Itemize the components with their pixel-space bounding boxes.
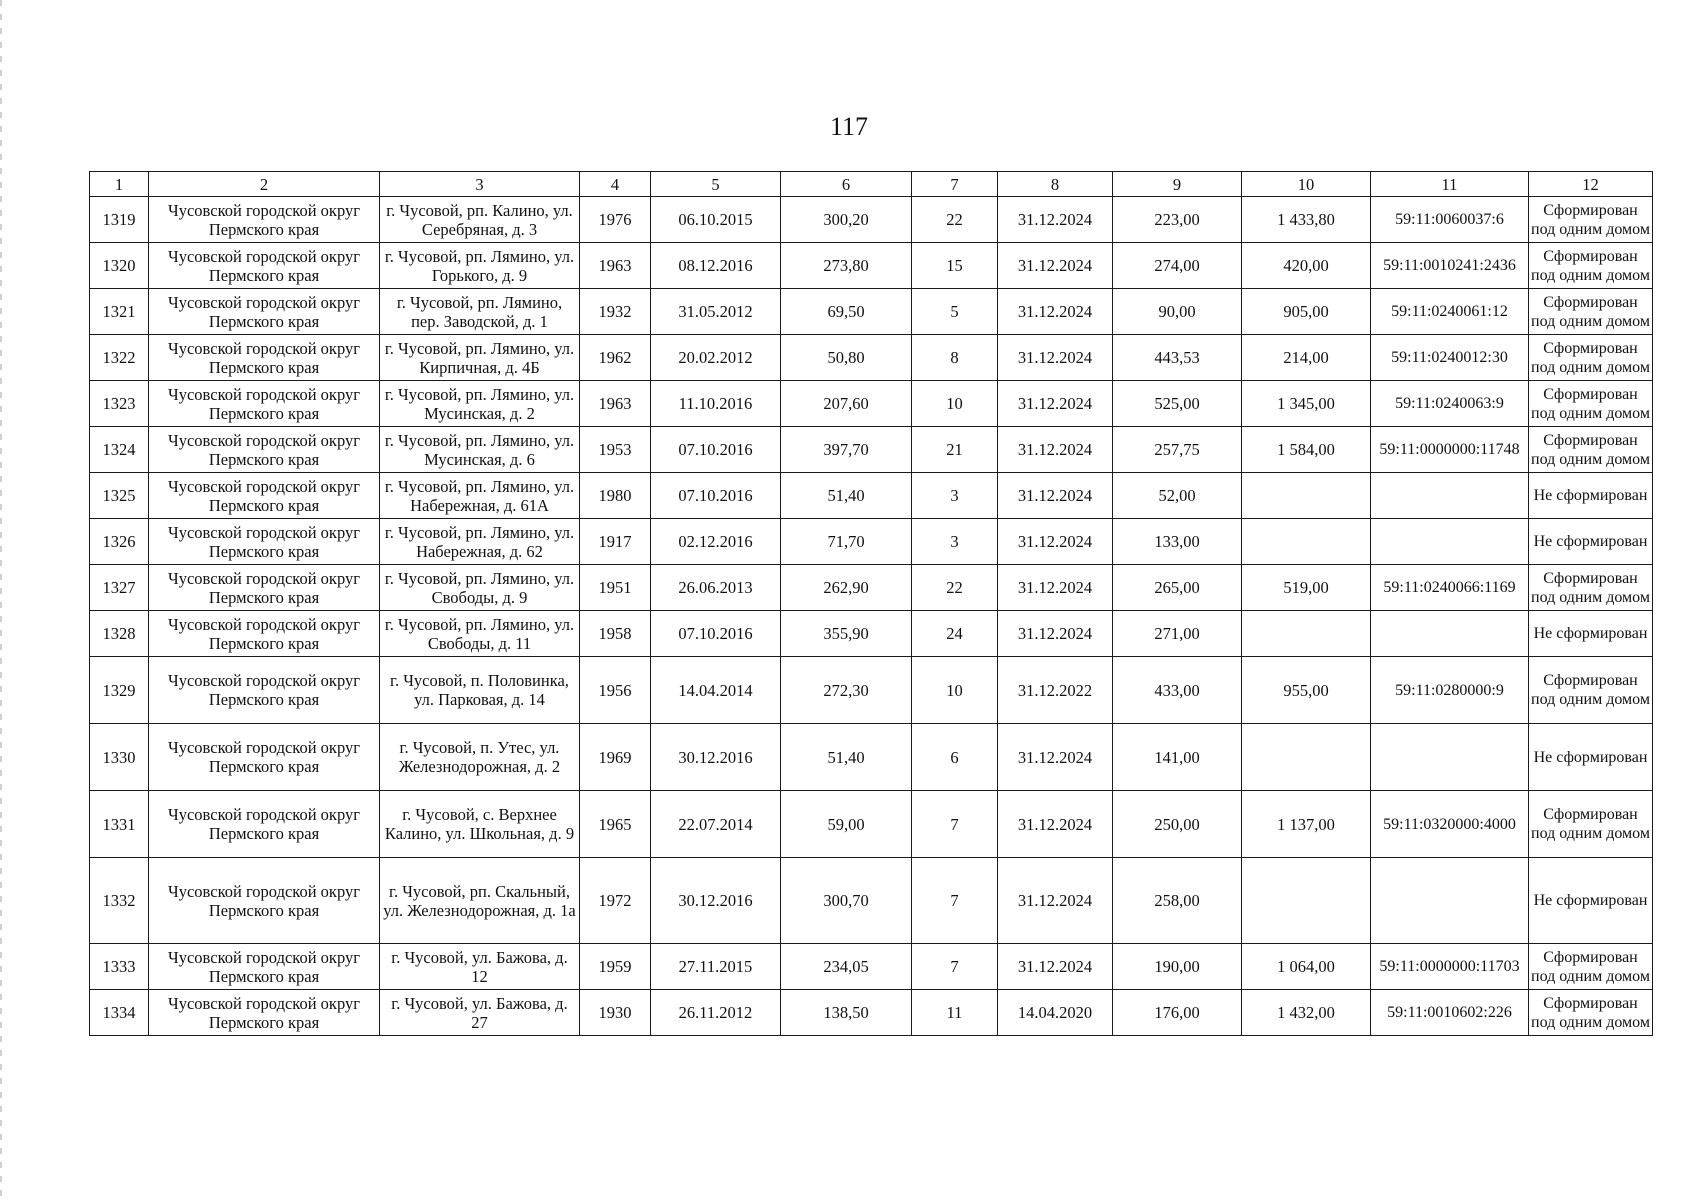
record-number: 1326 bbox=[90, 519, 149, 565]
municipality: Чусовской городской округ Пермского края bbox=[149, 473, 380, 519]
column-header: 2 bbox=[149, 172, 380, 197]
col9-value: 90,00 bbox=[1113, 289, 1242, 335]
column-header: 9 bbox=[1113, 172, 1242, 197]
residents-count: 22 bbox=[912, 565, 998, 611]
address: г. Чусовой, ул. Бажова, д. 27 bbox=[380, 990, 580, 1036]
municipality: Чусовской городской округ Пермского края bbox=[149, 657, 380, 724]
land-plot-status: Сформирован под одним домом bbox=[1529, 565, 1653, 611]
col10-value: 1 432,00 bbox=[1242, 990, 1371, 1036]
residents-count: 15 bbox=[912, 243, 998, 289]
municipality: Чусовской городской округ Пермского края bbox=[149, 381, 380, 427]
col9-value: 265,00 bbox=[1113, 565, 1242, 611]
residents-count: 7 bbox=[912, 944, 998, 990]
table-row bbox=[90, 289, 1653, 335]
resettlement-deadline: 31.12.2022 bbox=[998, 657, 1113, 724]
column-number-row bbox=[90, 172, 1653, 197]
doc-date: 06.10.2015 bbox=[651, 197, 781, 243]
address: г. Чусовой, рп. Калино, ул. Серебряная, д. 3 bbox=[380, 197, 580, 243]
address: г. Чусовой, рп. Скальный, ул. Железнодорожная, д. 1а bbox=[380, 858, 580, 944]
residents-count: 8 bbox=[912, 335, 998, 381]
record-number: 1325 bbox=[90, 473, 149, 519]
col10-value bbox=[1242, 724, 1371, 791]
record-number: 1324 bbox=[90, 427, 149, 473]
doc-date: 02.12.2016 bbox=[651, 519, 781, 565]
build-year: 1930 bbox=[580, 990, 651, 1036]
col9-value: 443,53 bbox=[1113, 335, 1242, 381]
record-number: 1328 bbox=[90, 611, 149, 657]
table-row bbox=[90, 657, 1653, 724]
col9-value: 133,00 bbox=[1113, 519, 1242, 565]
build-year: 1962 bbox=[580, 335, 651, 381]
build-year: 1963 bbox=[580, 381, 651, 427]
area-value: 51,40 bbox=[781, 724, 912, 791]
column-header: 11 bbox=[1371, 172, 1529, 197]
area-value: 69,50 bbox=[781, 289, 912, 335]
area-value: 262,90 bbox=[781, 565, 912, 611]
doc-date: 07.10.2016 bbox=[651, 427, 781, 473]
municipality: Чусовской городской округ Пермского края bbox=[149, 519, 380, 565]
municipality: Чусовской городской округ Пермского края bbox=[149, 197, 380, 243]
table-row bbox=[90, 990, 1653, 1036]
build-year: 1951 bbox=[580, 565, 651, 611]
column-header: 1 bbox=[90, 172, 149, 197]
address: г. Чусовой, п. Половинка, ул. Парковая, д. 14 bbox=[380, 657, 580, 724]
resettlement-deadline: 31.12.2024 bbox=[998, 473, 1113, 519]
address: г. Чусовой, рп. Лямино, ул. Свободы, д. 11 bbox=[380, 611, 580, 657]
record-number: 1323 bbox=[90, 381, 149, 427]
land-plot-status: Сформирован под одним домом bbox=[1529, 243, 1653, 289]
residents-count: 3 bbox=[912, 519, 998, 565]
municipality: Чусовской городской округ Пермского края bbox=[149, 289, 380, 335]
area-value: 138,50 bbox=[781, 990, 912, 1036]
address: г. Чусовой, рп. Лямино, ул. Набережная, д. 62 bbox=[380, 519, 580, 565]
cadastral-number: 59:11:0320000:4000 bbox=[1371, 791, 1529, 858]
municipality: Чусовской городской округ Пермского края bbox=[149, 858, 380, 944]
resettlement-deadline: 31.12.2024 bbox=[998, 243, 1113, 289]
doc-date: 30.12.2016 bbox=[651, 858, 781, 944]
table-row bbox=[90, 791, 1653, 858]
municipality: Чусовской городской округ Пермского края bbox=[149, 565, 380, 611]
land-plot-status: Не сформирован bbox=[1529, 611, 1653, 657]
resettlement-deadline: 31.12.2024 bbox=[998, 289, 1113, 335]
residents-count: 7 bbox=[912, 791, 998, 858]
resettlement-deadline: 31.12.2024 bbox=[998, 519, 1113, 565]
address: г. Чусовой, п. Утес, ул. Железнодорожная, д. 2 bbox=[380, 724, 580, 791]
col9-value: 525,00 bbox=[1113, 381, 1242, 427]
col9-value: 271,00 bbox=[1113, 611, 1242, 657]
land-plot-status: Не сформирован bbox=[1529, 519, 1653, 565]
scan-edge-mark bbox=[0, 0, 2, 1200]
cadastral-number: 59:11:0240063:9 bbox=[1371, 381, 1529, 427]
cadastral-number: 59:11:0060037:6 bbox=[1371, 197, 1529, 243]
record-number: 1320 bbox=[90, 243, 149, 289]
land-plot-status: Не сформирован bbox=[1529, 858, 1653, 944]
col10-value: 1 064,00 bbox=[1242, 944, 1371, 990]
resettlement-deadline: 31.12.2024 bbox=[998, 381, 1113, 427]
resettlement-deadline: 31.12.2024 bbox=[998, 611, 1113, 657]
area-value: 300,20 bbox=[781, 197, 912, 243]
col9-value: 258,00 bbox=[1113, 858, 1242, 944]
column-header: 6 bbox=[781, 172, 912, 197]
resettlement-deadline: 31.12.2024 bbox=[998, 944, 1113, 990]
record-number: 1319 bbox=[90, 197, 149, 243]
area-value: 300,70 bbox=[781, 858, 912, 944]
housing-register-table bbox=[89, 171, 1653, 1036]
col9-value: 176,00 bbox=[1113, 990, 1242, 1036]
land-plot-status: Сформирован под одним домом bbox=[1529, 335, 1653, 381]
residents-count: 10 bbox=[912, 381, 998, 427]
doc-date: 30.12.2016 bbox=[651, 724, 781, 791]
resettlement-deadline: 31.12.2024 bbox=[998, 858, 1113, 944]
record-number: 1332 bbox=[90, 858, 149, 944]
col10-value: 1 584,00 bbox=[1242, 427, 1371, 473]
cadastral-number bbox=[1371, 473, 1529, 519]
table-row bbox=[90, 335, 1653, 381]
column-header: 4 bbox=[580, 172, 651, 197]
address: г. Чусовой, рп. Лямино, ул. Мусинская, д. 6 bbox=[380, 427, 580, 473]
land-plot-status: Сформирован под одним домом bbox=[1529, 427, 1653, 473]
doc-date: 26.11.2012 bbox=[651, 990, 781, 1036]
cadastral-number bbox=[1371, 519, 1529, 565]
table-row bbox=[90, 243, 1653, 289]
column-header: 10 bbox=[1242, 172, 1371, 197]
cadastral-number bbox=[1371, 611, 1529, 657]
col10-value: 1 137,00 bbox=[1242, 791, 1371, 858]
register-body bbox=[90, 197, 1653, 1036]
municipality: Чусовской городской округ Пермского края bbox=[149, 990, 380, 1036]
area-value: 273,80 bbox=[781, 243, 912, 289]
record-number: 1322 bbox=[90, 335, 149, 381]
col10-value: 905,00 bbox=[1242, 289, 1371, 335]
address: г. Чусовой, ул. Бажова, д. 12 bbox=[380, 944, 580, 990]
col9-value: 257,75 bbox=[1113, 427, 1242, 473]
col10-value bbox=[1242, 473, 1371, 519]
municipality: Чусовской городской округ Пермского края bbox=[149, 335, 380, 381]
col9-value: 250,00 bbox=[1113, 791, 1242, 858]
area-value: 397,70 bbox=[781, 427, 912, 473]
record-number: 1333 bbox=[90, 944, 149, 990]
build-year: 1956 bbox=[580, 657, 651, 724]
residents-count: 7 bbox=[912, 858, 998, 944]
record-number: 1329 bbox=[90, 657, 149, 724]
address: г. Чусовой, рп. Лямино, ул. Кирпичная, д. 4Б bbox=[380, 335, 580, 381]
build-year: 1976 bbox=[580, 197, 651, 243]
col10-value: 955,00 bbox=[1242, 657, 1371, 724]
residents-count: 22 bbox=[912, 197, 998, 243]
residents-count: 3 bbox=[912, 473, 998, 519]
area-value: 272,30 bbox=[781, 657, 912, 724]
record-number: 1321 bbox=[90, 289, 149, 335]
address: г. Чусовой, рп. Лямино, пер. Заводской, д. 1 bbox=[380, 289, 580, 335]
build-year: 1980 bbox=[580, 473, 651, 519]
area-value: 234,05 bbox=[781, 944, 912, 990]
doc-date: 20.02.2012 bbox=[651, 335, 781, 381]
municipality: Чусовской городской округ Пермского края bbox=[149, 724, 380, 791]
land-plot-status: Не сформирован bbox=[1529, 473, 1653, 519]
land-plot-status: Не сформирован bbox=[1529, 724, 1653, 791]
address: г. Чусовой, рп. Лямино, ул. Горького, д. 9 bbox=[380, 243, 580, 289]
area-value: 355,90 bbox=[781, 611, 912, 657]
col9-value: 141,00 bbox=[1113, 724, 1242, 791]
col10-value: 519,00 bbox=[1242, 565, 1371, 611]
residents-count: 21 bbox=[912, 427, 998, 473]
col10-value: 420,00 bbox=[1242, 243, 1371, 289]
cadastral-number: 59:11:0010241:2436 bbox=[1371, 243, 1529, 289]
resettlement-deadline: 31.12.2024 bbox=[998, 335, 1113, 381]
record-number: 1334 bbox=[90, 990, 149, 1036]
resettlement-deadline: 31.12.2024 bbox=[998, 565, 1113, 611]
build-year: 1958 bbox=[580, 611, 651, 657]
column-header: 7 bbox=[912, 172, 998, 197]
table-row bbox=[90, 427, 1653, 473]
residents-count: 11 bbox=[912, 990, 998, 1036]
column-header: 3 bbox=[380, 172, 580, 197]
cadastral-number: 59:11:0000000:11748 bbox=[1371, 427, 1529, 473]
col9-value: 274,00 bbox=[1113, 243, 1242, 289]
table-row bbox=[90, 611, 1653, 657]
doc-date: 27.11.2015 bbox=[651, 944, 781, 990]
page-number: 117 bbox=[829, 112, 869, 141]
doc-date: 22.07.2014 bbox=[651, 791, 781, 858]
col10-value: 1 345,00 bbox=[1242, 381, 1371, 427]
address: г. Чусовой, с. Верхнее Калино, ул. Школьная, д. 9 bbox=[380, 791, 580, 858]
doc-date: 08.12.2016 bbox=[651, 243, 781, 289]
cadastral-number bbox=[1371, 724, 1529, 791]
area-value: 59,00 bbox=[781, 791, 912, 858]
build-year: 1932 bbox=[580, 289, 651, 335]
cadastral-number: 59:11:0240066:1169 bbox=[1371, 565, 1529, 611]
resettlement-deadline: 31.12.2024 bbox=[998, 427, 1113, 473]
municipality: Чусовской городской округ Пермского края bbox=[149, 791, 380, 858]
land-plot-status: Сформирован под одним домом bbox=[1529, 944, 1653, 990]
municipality: Чусовской городской округ Пермского края bbox=[149, 611, 380, 657]
table-row bbox=[90, 197, 1653, 243]
resettlement-deadline: 14.04.2020 bbox=[998, 990, 1113, 1036]
land-plot-status: Сформирован под одним домом bbox=[1529, 657, 1653, 724]
table-row bbox=[90, 858, 1653, 944]
land-plot-status: Сформирован под одним домом bbox=[1529, 197, 1653, 243]
col10-value bbox=[1242, 611, 1371, 657]
land-plot-status: Сформирован под одним домом bbox=[1529, 289, 1653, 335]
area-value: 50,80 bbox=[781, 335, 912, 381]
col9-value: 190,00 bbox=[1113, 944, 1242, 990]
address: г. Чусовой, рп. Лямино, ул. Свободы, д. 9 bbox=[380, 565, 580, 611]
col9-value: 52,00 bbox=[1113, 473, 1242, 519]
resettlement-deadline: 31.12.2024 bbox=[998, 724, 1113, 791]
col9-value: 433,00 bbox=[1113, 657, 1242, 724]
build-year: 1959 bbox=[580, 944, 651, 990]
doc-date: 07.10.2016 bbox=[651, 611, 781, 657]
area-value: 71,70 bbox=[781, 519, 912, 565]
doc-date: 11.10.2016 bbox=[651, 381, 781, 427]
cadastral-number: 59:11:0240061:12 bbox=[1371, 289, 1529, 335]
table-row bbox=[90, 724, 1653, 791]
cadastral-number: 59:11:0240012:30 bbox=[1371, 335, 1529, 381]
col10-value bbox=[1242, 519, 1371, 565]
cadastral-number: 59:11:0010602:226 bbox=[1371, 990, 1529, 1036]
area-value: 207,60 bbox=[781, 381, 912, 427]
build-year: 1917 bbox=[580, 519, 651, 565]
col10-value bbox=[1242, 858, 1371, 944]
resettlement-deadline: 31.12.2024 bbox=[998, 197, 1113, 243]
doc-date: 31.05.2012 bbox=[651, 289, 781, 335]
column-header: 5 bbox=[651, 172, 781, 197]
area-value: 51,40 bbox=[781, 473, 912, 519]
municipality: Чусовской городской округ Пермского края bbox=[149, 243, 380, 289]
record-number: 1330 bbox=[90, 724, 149, 791]
col10-value: 214,00 bbox=[1242, 335, 1371, 381]
doc-date: 07.10.2016 bbox=[651, 473, 781, 519]
table-row bbox=[90, 565, 1653, 611]
cadastral-number: 59:11:0280000:9 bbox=[1371, 657, 1529, 724]
address: г. Чусовой, рп. Лямино, ул. Набережная, д. 61А bbox=[380, 473, 580, 519]
table-row bbox=[90, 944, 1653, 990]
build-year: 1965 bbox=[580, 791, 651, 858]
resettlement-deadline: 31.12.2024 bbox=[998, 791, 1113, 858]
table-row bbox=[90, 473, 1653, 519]
doc-date: 14.04.2014 bbox=[651, 657, 781, 724]
col10-value: 1 433,80 bbox=[1242, 197, 1371, 243]
residents-count: 24 bbox=[912, 611, 998, 657]
land-plot-status: Сформирован под одним домом bbox=[1529, 791, 1653, 858]
cadastral-number: 59:11:0000000:11703 bbox=[1371, 944, 1529, 990]
col9-value: 223,00 bbox=[1113, 197, 1242, 243]
residents-count: 6 bbox=[912, 724, 998, 791]
doc-date: 26.06.2013 bbox=[651, 565, 781, 611]
land-plot-status: Сформирован под одним домом bbox=[1529, 990, 1653, 1036]
residents-count: 10 bbox=[912, 657, 998, 724]
municipality: Чусовской городской округ Пермского края bbox=[149, 944, 380, 990]
address: г. Чусовой, рп. Лямино, ул. Мусинская, д. 2 bbox=[380, 381, 580, 427]
residents-count: 5 bbox=[912, 289, 998, 335]
record-number: 1331 bbox=[90, 791, 149, 858]
column-header: 8 bbox=[998, 172, 1113, 197]
table-row bbox=[90, 381, 1653, 427]
build-year: 1953 bbox=[580, 427, 651, 473]
cadastral-number bbox=[1371, 858, 1529, 944]
land-plot-status: Сформирован под одним домом bbox=[1529, 381, 1653, 427]
table-row bbox=[90, 519, 1653, 565]
municipality: Чусовской городской округ Пермского края bbox=[149, 427, 380, 473]
build-year: 1969 bbox=[580, 724, 651, 791]
build-year: 1972 bbox=[580, 858, 651, 944]
record-number: 1327 bbox=[90, 565, 149, 611]
build-year: 1963 bbox=[580, 243, 651, 289]
column-header: 12 bbox=[1529, 172, 1653, 197]
